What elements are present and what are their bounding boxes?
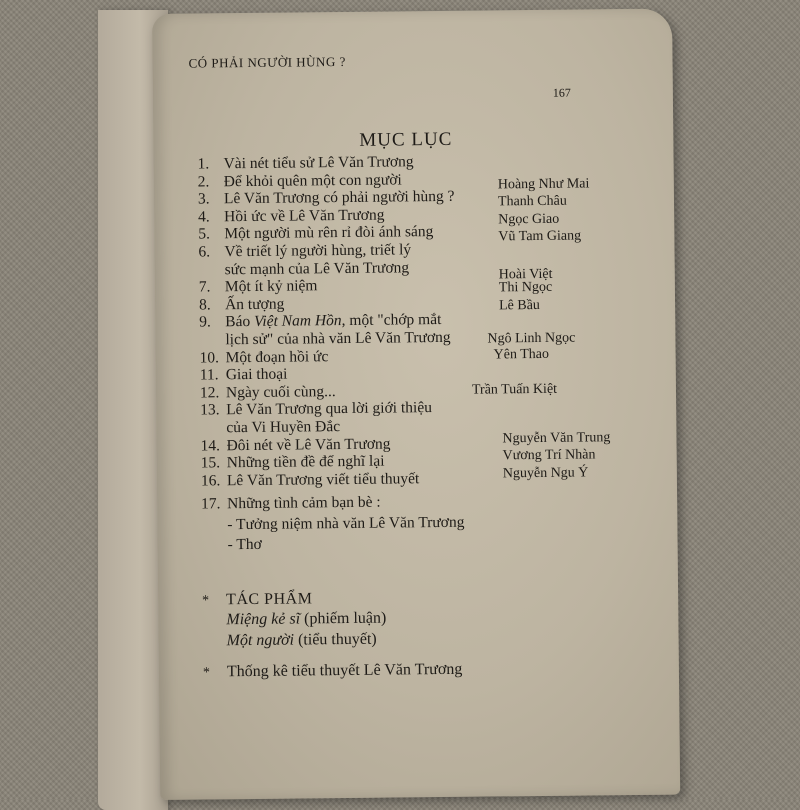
works-heading: TÁC PHẨM: [226, 590, 313, 609]
entry-number: 17.: [201, 495, 221, 513]
entry-number: 8.: [198, 296, 211, 314]
work-title: Một người: [226, 631, 295, 650]
entry-author: Vương Trí Nhàn: [502, 447, 596, 464]
bullet-icon: *: [202, 665, 210, 681]
entry-title-continued: sức mạnh của Lê Văn Trương: [224, 258, 410, 278]
entry-title: Lê Văn Trương có phải người hùng ?: [223, 188, 455, 208]
book-page: [152, 9, 680, 800]
entry-number: 1.: [197, 155, 210, 173]
toc-list: [197, 151, 641, 555]
entry-number: 7.: [198, 278, 211, 296]
entry-number: 2.: [197, 173, 210, 191]
entry-author: Nguyễn Văn Trung: [502, 429, 611, 446]
entry-title: Giai thoại: [225, 365, 288, 384]
work-genre: (phiếm luận): [300, 609, 387, 628]
entry-title: Một đoạn hồi ức: [225, 347, 329, 366]
stats-title: Thống kê tiểu thuyết Lê Văn Trương: [226, 660, 463, 681]
entry-number: 6.: [198, 243, 211, 261]
works-section: [202, 590, 387, 652]
entry-number: 14.: [200, 436, 220, 455]
entry-number: 9.: [199, 313, 211, 331]
running-head: CÓ PHẢI NGƯỜI HÙNG ?: [188, 53, 346, 71]
toc-entry: [200, 465, 641, 490]
entry-title: Vài nét tiểu sử Lê Văn Trương: [223, 153, 414, 173]
entry-author: Yên Thao: [493, 346, 550, 362]
entry-number: 5.: [198, 225, 211, 243]
entry-title: Hồi ức về Lê Văn Trương: [224, 206, 385, 226]
entry-number: 4.: [198, 208, 210, 226]
entry-number: 12.: [199, 384, 220, 402]
entry-title-continued: lịch sử" của nhà văn Lê Văn Trương: [225, 328, 451, 349]
entry-author: Nguyễn Ngu Ý: [502, 465, 589, 482]
entry-title: Đôi nét về Lê Văn Trương: [226, 435, 391, 454]
work-genre: (tiểu thuyết): [293, 630, 377, 649]
entry-title: Những tiền đề để nghĩ lại: [226, 452, 385, 472]
entry-title: Những tình cảm bạn bè :: [227, 493, 381, 513]
entry-author: Vũ Tam Giang: [498, 228, 582, 245]
entry-title: Lê Văn Trương viết tiểu thuyết: [226, 469, 420, 489]
entry-author: Thanh Châu: [497, 193, 567, 210]
entry-title-continued: của Vi Huyền Đắc: [226, 417, 341, 437]
stats-row: [203, 661, 463, 682]
entry-title: Để khỏi quên một con người: [223, 170, 402, 190]
entry-title: Ngày cuối cùng...: [225, 382, 336, 401]
entry-number: 11.: [199, 366, 219, 384]
entry-author: Lê Bầu: [498, 297, 540, 314]
entry-author: Trần Tuấn Kiệt: [471, 381, 558, 398]
page-number: 167: [552, 85, 571, 100]
entry-title: Lê Văn Trương qua lời giới thiệu: [226, 399, 433, 419]
work-item: [202, 629, 386, 652]
entry-title-part: , một "chớp mắt: [341, 311, 442, 330]
entry-number: 13.: [200, 401, 220, 419]
entry-number: 3.: [197, 190, 210, 208]
toc-title: MỤC LỤC: [359, 128, 453, 151]
entry-number: 10.: [199, 348, 220, 367]
entry-author: Ngô Linh Ngọc: [487, 330, 576, 347]
entry-number: 15.: [200, 454, 221, 472]
work-title: Miệng kẻ sĩ: [226, 610, 301, 629]
sub-item: - Tưởng niệm nhà văn Lê Văn Trương: [227, 513, 465, 534]
sub-list: [201, 511, 641, 556]
work-item: [202, 608, 386, 631]
toc-entry: [201, 491, 641, 513]
bullet-icon: *: [202, 593, 210, 609]
newspaper-title: Việt Nam Hồn: [253, 312, 342, 331]
entry-author: Thi Ngọc: [498, 279, 553, 296]
entry-number: 16.: [200, 471, 221, 490]
entry-author: Hoài Việt: [498, 266, 553, 282]
entry-author: Hoàng Như Mai: [497, 176, 590, 192]
entry-title: Một ít kỷ niệm: [224, 277, 318, 296]
entry-author: Ngọc Giao: [498, 211, 560, 228]
entry-title: Ấn tượng: [224, 295, 285, 314]
entry-title: Một người mù rên rỉ đòi ánh sáng: [224, 223, 434, 243]
works-heading-row: [202, 590, 386, 610]
sub-item: - Thơ: [227, 535, 262, 554]
entry-title: Về triết lý người hùng, triết lý: [224, 241, 412, 261]
entry-title-part: Báo: [225, 313, 255, 331]
